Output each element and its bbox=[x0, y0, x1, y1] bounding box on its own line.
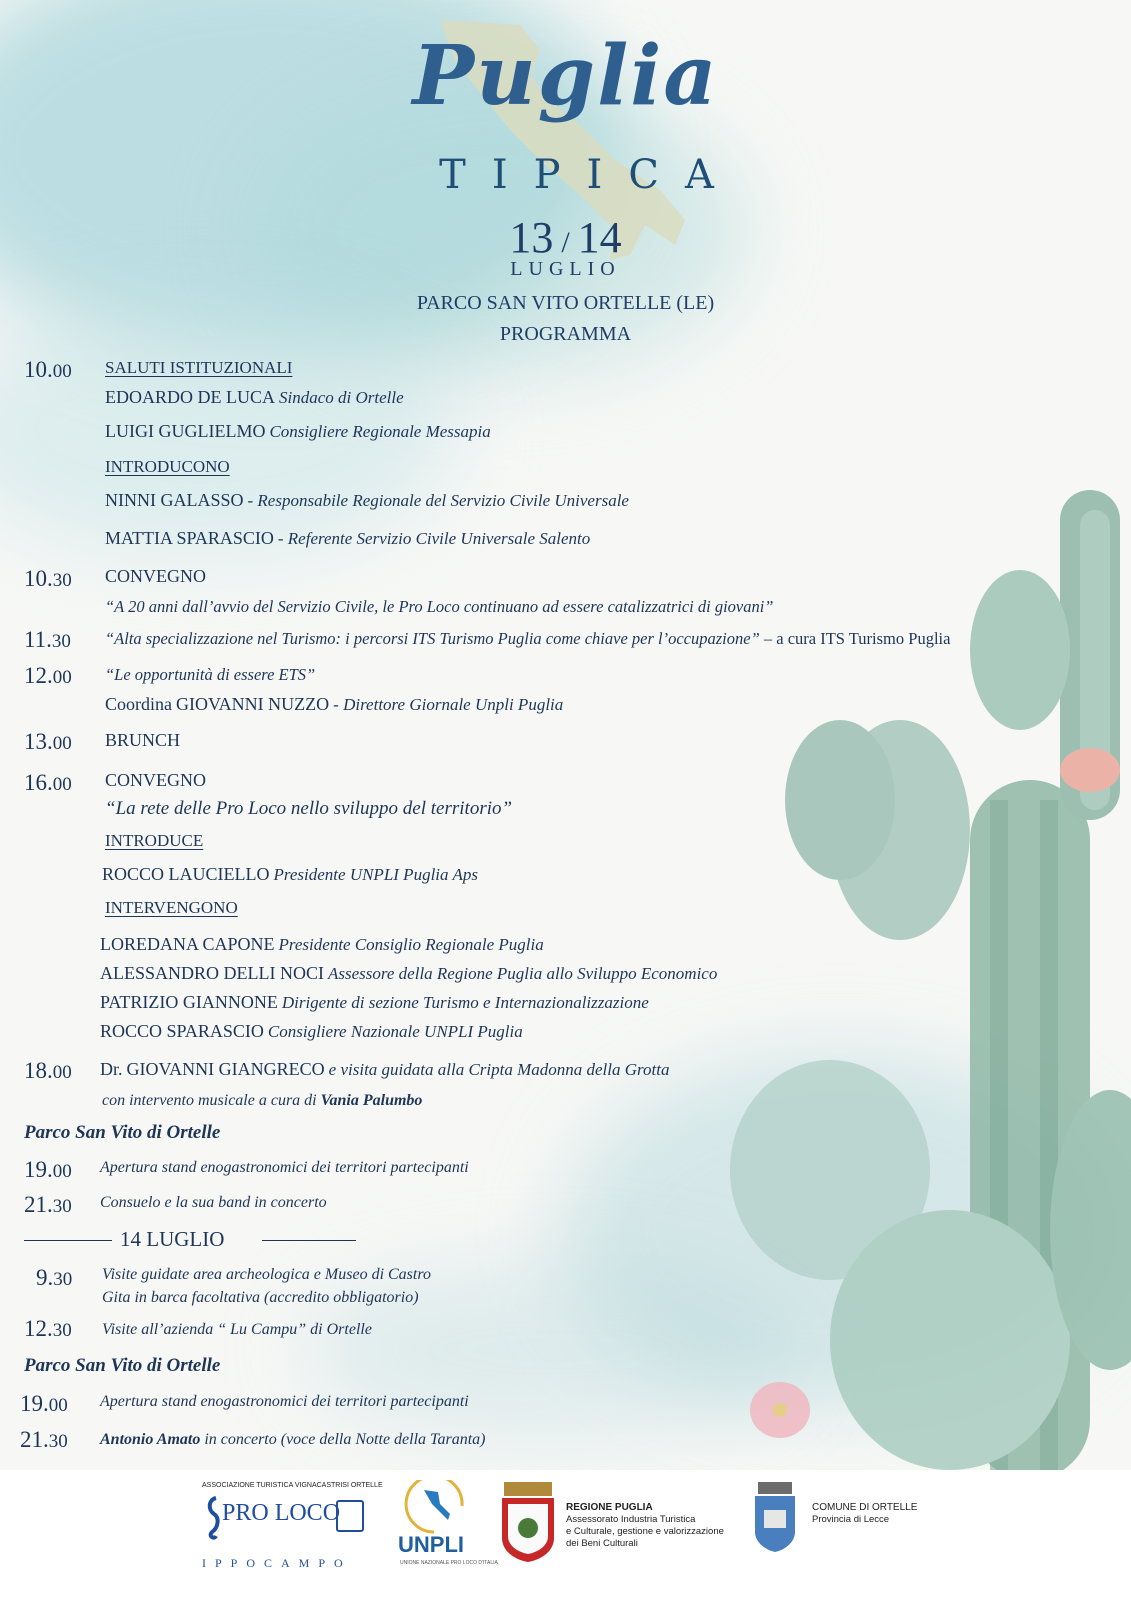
sponsor-footer bbox=[0, 1470, 1131, 1600]
proloco-sub: IPPOCAMPO bbox=[202, 1556, 352, 1570]
event-title: Puglia bbox=[412, 28, 719, 124]
speaker-row: MATTIA SPARASCIO - Referente Servizio Civile Universale Salento bbox=[105, 528, 591, 548]
regione-line: e Culturale, gestione e valorizzazione bbox=[566, 1526, 724, 1537]
time-1230: 12.30 bbox=[24, 1316, 72, 1341]
unpli-italy-icon bbox=[404, 1480, 464, 1534]
activity: Gita in barca facoltativa (accredito obbligatorio) bbox=[102, 1289, 419, 1306]
time-1200: 12.00 bbox=[24, 663, 72, 688]
venue-label: Parco San Vito di Ortelle bbox=[24, 1355, 221, 1376]
event-venue: PARCO SAN VITO ORTELLE (LE) bbox=[416, 292, 715, 314]
speaker-row: ROCCO LAUCIELLO Presidente UNPLI Puglia Aps bbox=[102, 864, 478, 884]
section-convegno: CONVEGNO bbox=[105, 566, 206, 586]
speaker-row: Dr. GIOVANNI GIANGRECO e visita guidata alla Cripta Madonna della Grotta bbox=[100, 1059, 670, 1079]
time-1900: 19.00 bbox=[20, 1391, 68, 1416]
date-start: 13 bbox=[509, 213, 554, 262]
regione-title: REGIONE PUGLIA bbox=[566, 1502, 653, 1513]
activity: Visite all’azienda “ Lu Campu” di Ortelle bbox=[102, 1321, 372, 1338]
music-note: con intervento musicale a cura di Vania Palumbo bbox=[102, 1092, 423, 1109]
venue-label: Parco San Vito di Ortelle bbox=[24, 1122, 221, 1143]
talk-title: “Le opportunità di essere ETS” bbox=[105, 665, 316, 684]
section-convegno: CONVEGNO bbox=[105, 770, 206, 790]
speaker-row: ALESSANDRO DELLI NOCI Assessore della Regione Puglia allo Sviluppo Economico bbox=[100, 963, 718, 983]
speaker-row: NINNI GALASSO - Responsabile Regionale del Servizio Civile Universale bbox=[105, 490, 629, 510]
programma-heading: PROGRAMMA bbox=[499, 323, 632, 345]
speaker-row: LOREDANA CAPONE Presidente Consiglio Regionale Puglia bbox=[100, 934, 544, 954]
speaker-row: PATRIZIO GIANNONE Dirigente di sezione Turismo e Internazionalizzazione bbox=[100, 992, 649, 1012]
activity: Apertura stand enogastronomici dei territori partecipanti bbox=[100, 1393, 469, 1410]
comune-title: COMUNE DI ORTELLE bbox=[812, 1502, 918, 1513]
time-2130: 21.30 bbox=[24, 1192, 72, 1217]
section-introducono: INTRODUCONO bbox=[105, 457, 230, 476]
unpli-sub: UNIONE NAZIONALE PRO LOCO D'ITALIA bbox=[400, 1560, 498, 1566]
regione-line: Assessorato Industria Turistica bbox=[566, 1514, 696, 1525]
activity: Consuelo e la sua band in concerto bbox=[100, 1194, 327, 1211]
unpli-logo-text: UNPLI bbox=[398, 1532, 464, 1557]
talk-row: “Alta specializzazione nel Turismo: i percorsi ITS Turismo Puglia come chiave per l’occupazione” – a cura ITS Turismo Puglia bbox=[105, 629, 951, 648]
comune-line: Provincia di Lecce bbox=[812, 1514, 890, 1525]
time-1030: 10.30 bbox=[24, 566, 72, 591]
section-saluti: SALUTI ISTITUZIONALI bbox=[105, 358, 293, 377]
time-1600: 16.00 bbox=[24, 770, 72, 795]
proloco-logo-text: PRO LOCO bbox=[222, 1500, 341, 1526]
time-0930: 9.30 bbox=[36, 1265, 73, 1290]
day2-heading: 14 LUGLIO bbox=[120, 1227, 225, 1251]
time-1000: 10.00 bbox=[24, 357, 72, 382]
time-1300: 13.00 bbox=[24, 729, 72, 754]
proloco-assoc: ASSOCIAZIONE TURISTICA VIGNACASTRISI ORTELLE bbox=[202, 1482, 383, 1489]
section-introduce: INTRODUCE bbox=[105, 831, 204, 850]
convegno-title: “A 20 anni dall’avvio del Servizio Civile, le Pro Loco continuano ad essere catalizzatrici di giovani” bbox=[105, 597, 774, 616]
time-1900: 19.00 bbox=[24, 1157, 72, 1182]
seahorse-icon bbox=[204, 1496, 224, 1540]
section-brunch: BRUNCH bbox=[105, 730, 181, 750]
time-1130: 11.30 bbox=[24, 627, 71, 652]
date-separator: / bbox=[561, 226, 570, 259]
event-dates bbox=[0, 212, 1131, 263]
convegno-title: “La rete delle Pro Loco nello sviluppo del territorio” bbox=[105, 798, 513, 819]
divider-line bbox=[24, 1240, 112, 1241]
time-2130: 21.30 bbox=[20, 1427, 68, 1452]
speaker-row: ROCCO SPARASCIO Consigliere Nazionale UNPLI Puglia bbox=[100, 1021, 523, 1041]
activity: Antonio Amato in concerto (voce della Notte della Taranta) bbox=[100, 1431, 486, 1448]
regione-line: dei Beni Culturali bbox=[566, 1538, 638, 1549]
speaker-row: LUIGI GUGLIELMO Consigliere Regionale Messapia bbox=[105, 421, 491, 441]
comune-ortelle-crest-icon bbox=[752, 1482, 798, 1552]
activity: Visite guidate area archeologica e Museo di Castro bbox=[102, 1266, 431, 1283]
speaker-row: EDOARDO DE LUCA Sindaco di Ortelle bbox=[105, 387, 404, 407]
cactus-illustration bbox=[720, 470, 1131, 1480]
event-month: LUGLIO bbox=[510, 258, 621, 280]
regione-puglia-crest-icon bbox=[500, 1482, 556, 1562]
section-intervengono: INTERVENGONO bbox=[105, 898, 238, 917]
event-subtitle: TIPICA bbox=[439, 152, 740, 198]
activity: Apertura stand enogastronomici dei territori partecipanti bbox=[100, 1159, 469, 1176]
speaker-row: Coordina GIOVANNI NUZZO - Direttore Giornale Unpli Puglia bbox=[105, 694, 564, 714]
date-end: 14 bbox=[577, 213, 622, 262]
time-1800: 18.00 bbox=[24, 1058, 72, 1083]
divider-line bbox=[262, 1240, 356, 1241]
unpli-badge-icon bbox=[336, 1500, 364, 1532]
